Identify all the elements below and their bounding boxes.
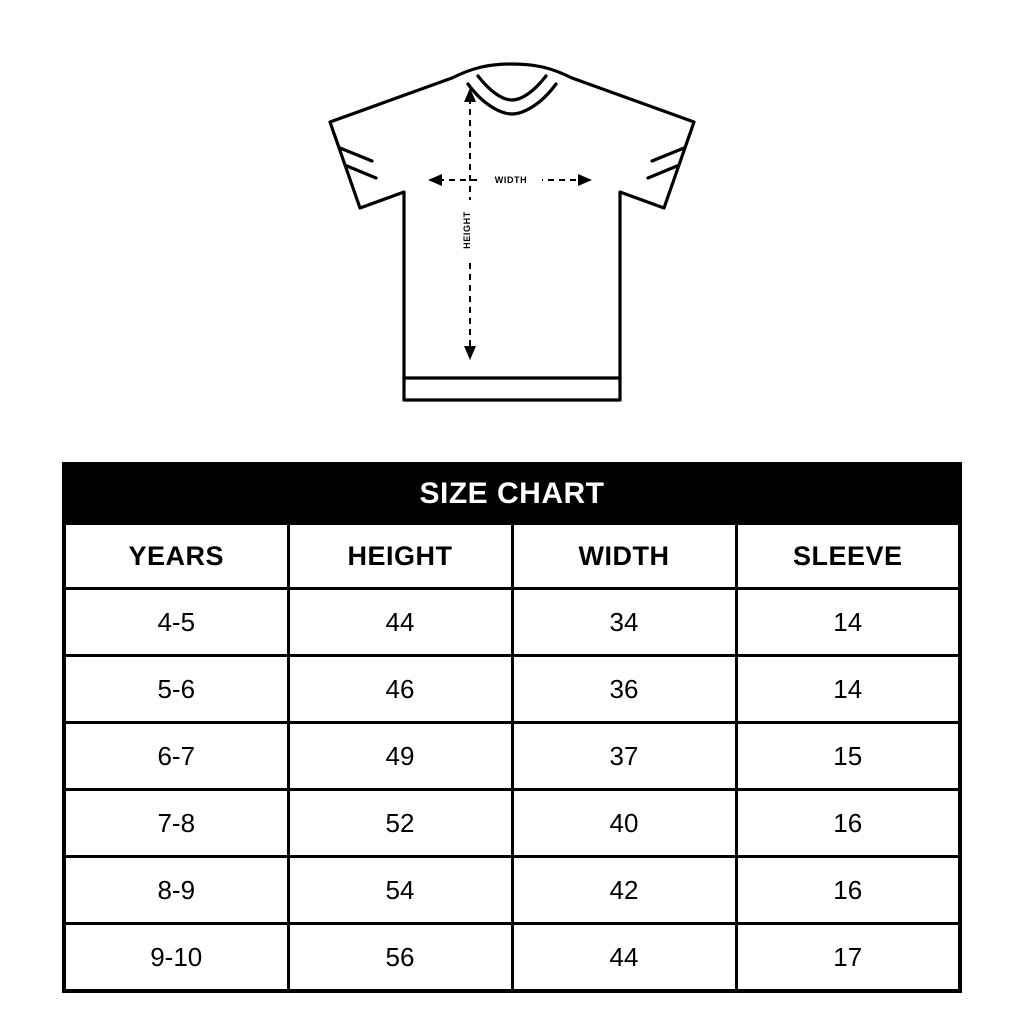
cell-height: 49 [288,723,512,790]
table-row [64,857,960,924]
cell-width: 44 [512,924,736,992]
right-sleeve-hem-2 [652,148,684,161]
left-sleeve-hem-2 [340,148,372,161]
table-row [64,790,960,857]
table-row [64,589,960,656]
cell-height: 44 [288,589,512,656]
size-chart-table [62,462,962,993]
cell-height: 56 [288,924,512,992]
cell-width: 42 [512,857,736,924]
height-dimension-label: HEIGHT [462,211,472,249]
right-sleeve-hem-1 [648,166,677,178]
column-header-years: YEARS [64,524,288,589]
tshirt-measurement-figure [0,60,1024,440]
cell-years: 6-7 [64,723,288,790]
cell-years: 5-6 [64,656,288,723]
cell-width: 40 [512,790,736,857]
size-chart [62,462,962,993]
collar-inner-line [478,76,546,100]
chart-title: SIZE CHART [64,464,960,524]
cell-height: 54 [288,857,512,924]
cell-sleeve: 16 [736,790,960,857]
table-row [64,723,960,790]
cell-width: 34 [512,589,736,656]
cell-sleeve: 17 [736,924,960,992]
cell-width: 37 [512,723,736,790]
cell-height: 46 [288,656,512,723]
cell-sleeve: 16 [736,857,960,924]
cell-years: 9-10 [64,924,288,992]
cell-sleeve: 15 [736,723,960,790]
cell-years: 7-8 [64,790,288,857]
left-sleeve-hem-1 [347,166,376,178]
cell-height: 52 [288,790,512,857]
cell-sleeve: 14 [736,589,960,656]
column-header-width: WIDTH [512,524,736,589]
table-title-row [64,464,960,524]
tshirt-diagram [302,60,722,420]
table-row [64,924,960,992]
cell-years: 8-9 [64,857,288,924]
table-row [64,656,960,723]
table-header-row [64,524,960,589]
column-header-height: HEIGHT [288,524,512,589]
cell-width: 36 [512,656,736,723]
width-dimension-label: WIDTH [494,175,528,185]
cell-sleeve: 14 [736,656,960,723]
column-header-sleeve: SLEEVE [736,524,960,589]
cell-years: 4-5 [64,589,288,656]
